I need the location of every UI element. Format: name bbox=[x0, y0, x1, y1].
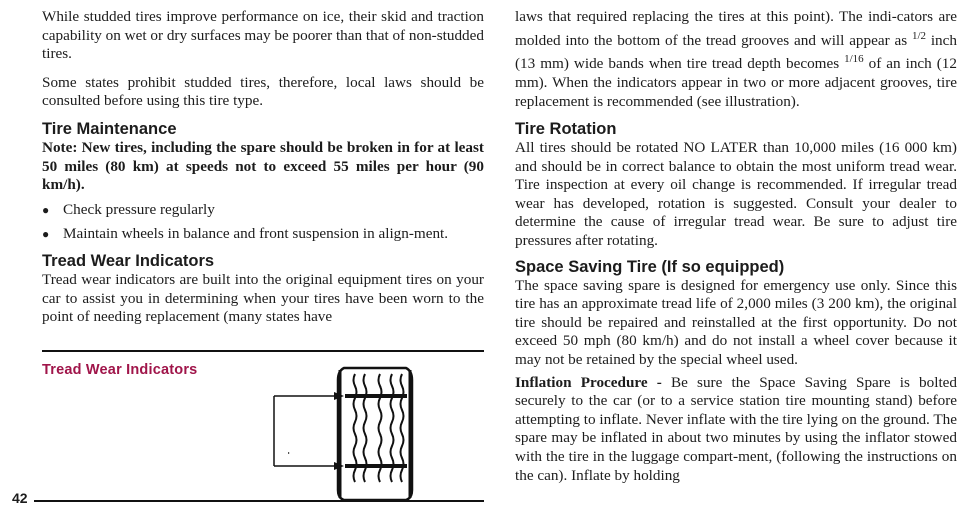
tread-wear-paragraph: Tread wear indicators are built into the original equipment tires on your car to assist you in determining when your tires have been worn to the point of needing replacement (many states have bbox=[42, 270, 484, 326]
studded-tires-paragraph: While studded tires improve performance on ice, their skid and traction capability on wet or dry surfaces may be poorer than that of non-studded tires. bbox=[42, 8, 484, 63]
callout-bracket bbox=[274, 396, 338, 466]
list-item: ● Check pressure regularly bbox=[42, 200, 215, 218]
fraction-half: 1/2 bbox=[911, 29, 927, 42]
tire-maintenance-heading: Tire Maintenance bbox=[42, 119, 177, 138]
state-laws-paragraph: Some states prohibit studded tires, therefore, local laws should be consulted before using this tire type. bbox=[42, 73, 484, 110]
figure-divider bbox=[42, 350, 484, 352]
list-item: ● Maintain wheels in balance and front suspension in align-ment. bbox=[42, 225, 449, 243]
tread-wear-heading: Tread Wear Indicators bbox=[42, 251, 215, 270]
tire-rotation-paragraph: All tires should be rotated NO LATER than 10,000 miles (16 000 km) and should be in correct balance to obtain the most uniform tread wear. Tire inspection at every oil change is recommended. If irregular tread wear has developed, rotation is suggested. Consult your dealer to determine the cause of irregular tread wear. Be sure to adjust tire pressures after rotating. bbox=[515, 139, 957, 250]
wear-indicator-band bbox=[345, 464, 407, 468]
left-column bbox=[42, 8, 484, 327]
tire-rotation-heading: Tire Rotation bbox=[515, 120, 617, 139]
fraction-sixteenth: 1/16 bbox=[844, 53, 864, 66]
footer-rule bbox=[34, 500, 484, 502]
indicator-continuation-paragraph: laws that required replacing the tires at this point). The indi-cators are molded into the bottom of the tread grooves and will appear as $^{1/2}$ inch (13 mm) wide bands when tire tread depth becomes $^{1/16}$ of an inch (12 mm). When the indicators appear in two or more adjacent grooves, tire replacement is recommended (see illustration). bbox=[515, 8, 957, 110]
inflation-procedure-label: Inflation Procedure - bbox=[515, 373, 662, 391]
tread-wear-illustration bbox=[270, 366, 420, 500]
wear-indicator-band bbox=[345, 394, 407, 398]
inflation-procedure-paragraph: Inflation Procedure - Be sure the Space Saving Spare is bolted securely to the car (or to a service station tire mounting stand) before attempting to inflate. Never inflate with the tire lying on the ground. The spare may be inflated in about two minutes by using the inflator stowed with the tire in the luggage compart-ment, (following the instructions on the can). Inflate by holding bbox=[515, 373, 957, 484]
maintenance-list bbox=[42, 201, 484, 244]
space-saving-paragraph: The space saving spare is designed for emergency use only. Since this tire has an approximate tread life of 2,000 miles (3 200 km), the original tire should be repaired and reinstalled at the first opportunity. Do not exceed 50 mph (80 km/h) and do not install a wheel cover because it may not be retained by the special wheel used. bbox=[515, 276, 957, 369]
page-number: 42 bbox=[12, 490, 28, 506]
break-in-note: Note: New tires, including the spare should be broken in for at least 50 miles (80 km) at speeds not to exceed 55 miles per hour (90 km/h). bbox=[42, 138, 484, 194]
space-saving-tire-heading: Space Saving Tire (If so equipped) bbox=[515, 257, 785, 276]
bullet-icon: ● bbox=[42, 227, 50, 242]
bullet-icon: ● bbox=[42, 202, 50, 217]
figure-title: Tread Wear Indicators bbox=[42, 362, 198, 378]
right-column bbox=[515, 8, 957, 485]
